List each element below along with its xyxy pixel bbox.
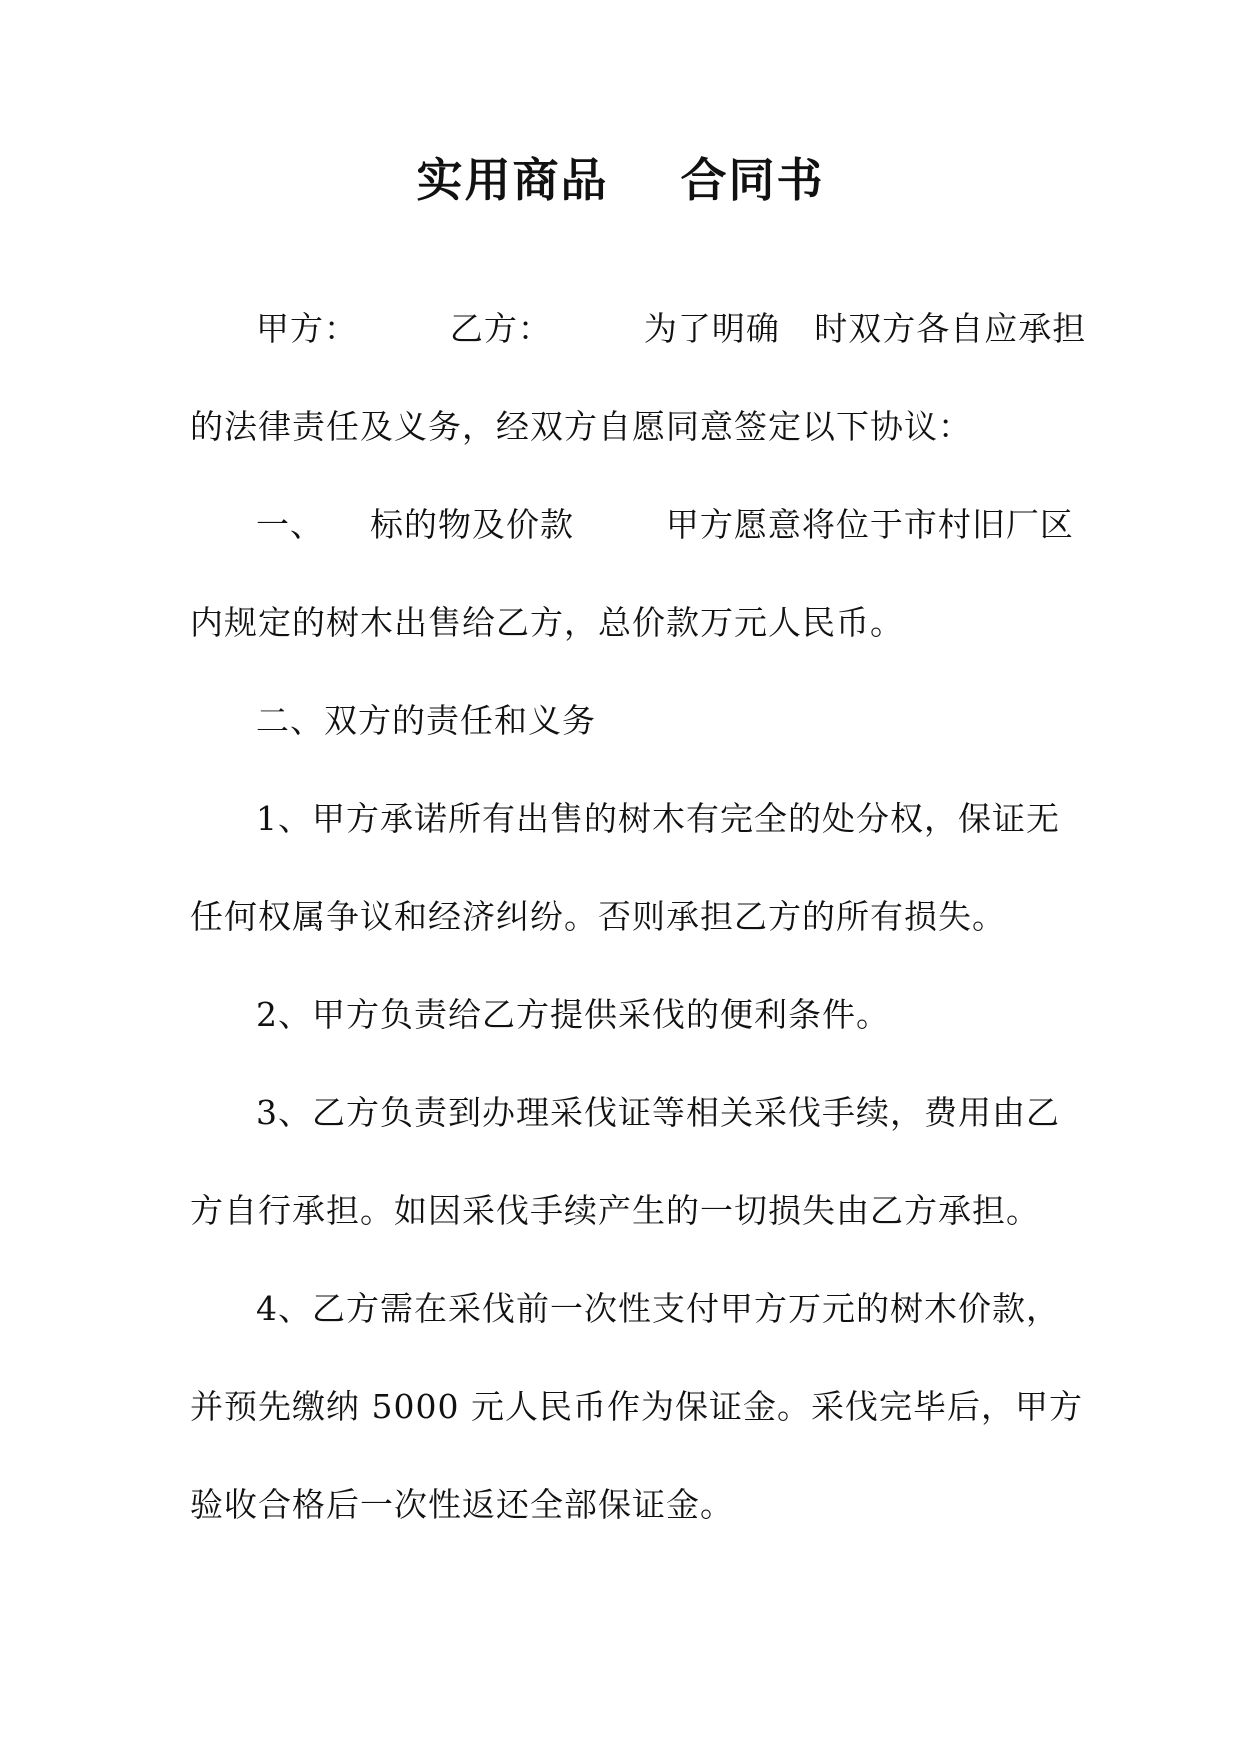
clause-4-line-2: 并预先缴纳 5000 元人民币作为保证金。采伐完毕后，甲方 [190,1387,1083,1426]
clause-1-line-1: 1、甲方承诺所有出售的树木有完全的处分权，保证无 [256,799,1060,838]
section-2-heading: 二、双方的责任和义务 [256,701,596,740]
clause-4-line-1: 4、乙方需在采伐前一次性支付甲方万元的树木价款， [256,1289,1060,1328]
paragraph-parties-line-2: 的法律责任及义务，经双方自愿同意签定以下协议： [190,407,972,446]
section-1-line-1: 一、 标的物及价款 甲方愿意将位于市村旧厂区 [256,505,1074,544]
paragraph-parties-line-1: 甲方： 乙方： 为了明确 时双方各自应承担 [256,309,1087,348]
contract-title: 实用商品 合同书 [416,153,825,207]
clause-1-line-2: 任何权属争议和经济纠纷。否则承担乙方的所有损失。 [190,897,1006,936]
clause-4-line-3: 验收合格后一次性返还全部保证金。 [190,1485,734,1524]
section-1-line-2: 内规定的树木出售给乙方，总价款万元人民币。 [190,603,904,642]
clause-2-line-1: 2、甲方负责给乙方提供采伐的便利条件。 [256,995,890,1034]
clause-3-line-1: 3、乙方负责到办理采伐证等相关采伐手续，费用由乙 [256,1093,1060,1132]
clause-3-line-2: 方自行承担。如因采伐手续产生的一切损失由乙方承担。 [190,1191,1040,1230]
